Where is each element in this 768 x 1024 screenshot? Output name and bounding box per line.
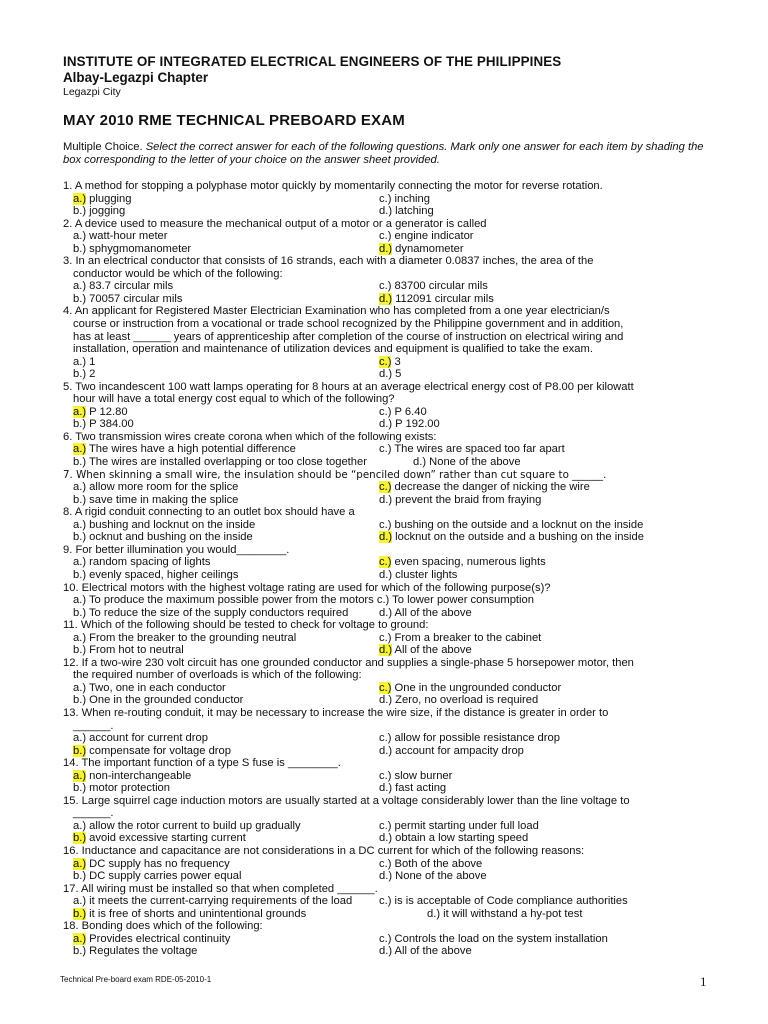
option-a: a.) 1 [73, 355, 96, 368]
question-stem: 12. If a two-wire 230 volt circuit has one grounded conductor and supplies a single-phase 5 horsepower motor, then [63, 656, 634, 669]
question-item [63, 180, 723, 218]
question-item [63, 305, 723, 380]
instructions [63, 141, 713, 167]
option-d: d.) Zero, no overload is required [379, 694, 539, 707]
option-b: b.) 2 [73, 368, 96, 381]
answer-highlight: a.) [73, 769, 87, 782]
answer-highlight: d.) [379, 242, 393, 255]
options-row [63, 745, 723, 758]
city-name: Legazpi City [63, 86, 121, 98]
question-stem: the required number of overloads is which of the following: [73, 669, 362, 682]
question-stem: hour will have a total energy cost equal to which of the following? [73, 393, 395, 406]
options-row [63, 481, 723, 494]
option-a: a.) bushing and locknut on the inside [73, 518, 256, 531]
question-stem: 9. For better illumination you would________. [63, 543, 290, 556]
answer-highlight: a.) [73, 192, 87, 205]
question-item [63, 707, 723, 757]
options-row [63, 632, 723, 645]
instructions-text: Select the correct answer for each of the following questions. Mark only one answer for each item by shading the box corresponding to the letter of your choice on the answer sheet provided. [63, 141, 704, 166]
options-row [63, 205, 723, 218]
option-d: d.) None of the above [379, 870, 487, 883]
answer-highlight: c.) [379, 556, 392, 569]
question-stem: has at least ______ years of apprenticeship after completion of the course of instruction on electrical wiring and [73, 330, 624, 343]
option-a: a.) The wires have a high potential difference [73, 443, 296, 456]
options-row [63, 870, 723, 883]
option-d: d.) it will withstand a hy-pot test [427, 907, 583, 920]
option-a: a.) allow the rotor current to build up gradually [73, 819, 301, 832]
options-row [63, 694, 723, 707]
option-c: c.) permit starting under full load [379, 819, 539, 832]
options-row [63, 682, 723, 695]
options-row [63, 456, 723, 469]
question-stem: 7. When skinning a small wire, the insulation should be “penciled down” rather than cut square to ______. [63, 468, 607, 481]
option-b: b.) The wires are installed overlapping or too close together [73, 456, 367, 469]
option-c: c.) Controls the load on the system installation [379, 932, 608, 945]
option-a: a.) From the breaker to the grounding neutral [73, 631, 297, 644]
options-row [63, 858, 723, 871]
options-row [63, 556, 723, 569]
option-b: b.) jogging [73, 205, 126, 218]
question-item [63, 845, 723, 883]
options-row [63, 644, 723, 657]
question-stem: 8. A rigid conduit connecting to an outlet box should have a [63, 506, 355, 519]
option-a: a.) account for current drop [73, 732, 208, 745]
option-a: a.) P 12.80 [73, 405, 128, 418]
answer-highlight: b.) [73, 744, 87, 757]
question-stem: 16. Inductance and capacitance are not considerations in a DC current for which of the following reasons: [63, 844, 585, 857]
question-item [63, 920, 723, 958]
options-row [63, 293, 723, 306]
question-item [63, 255, 723, 305]
option-d: d.) 5 [379, 368, 402, 381]
option-d: d.) All of the above [379, 606, 472, 619]
option-a: a.) random spacing of lights [73, 556, 211, 569]
option-a: a.) Two, one in each conductor [73, 681, 226, 694]
answer-highlight: a.) [73, 932, 87, 945]
question-stem: ______. [73, 719, 114, 732]
options-row [63, 531, 723, 544]
option-a: a.) watt-hour meter [73, 230, 168, 243]
question-stem: 10. Electrical motors with the highest voltage rating are used for which of the following purpose(s)? [63, 581, 551, 594]
answer-highlight: b.) [73, 832, 87, 845]
question-stem: 18. Bonding does which of the following: [63, 920, 263, 933]
answer-highlight: b.) [73, 907, 87, 920]
option-a: a.) To produce the maximum possible power from the motors c.) To lower power consumption [73, 594, 534, 607]
question-stem: ______. [73, 807, 114, 820]
option-a: a.) DC supply has no frequency [73, 857, 230, 870]
option-b: b.) evenly spaced, higher ceilings [73, 568, 239, 581]
option-b: b.) 70057 circular mils [73, 292, 183, 305]
question-list [63, 180, 723, 958]
option-c: c.) inching [379, 192, 430, 205]
question-stem: 5. Two incandescent 100 watt lamps operating for 8 hours at an average electrical energy cost of P8.00 per kilowatt [63, 380, 634, 393]
options-row [63, 193, 723, 206]
question-item [63, 544, 723, 582]
option-a: a.) it meets the current-carrying requirements of the load [73, 895, 353, 908]
question-item [63, 506, 723, 544]
option-d: d.) latching [379, 205, 434, 218]
answer-highlight: c.) [379, 355, 392, 368]
question-stem: 11. Which of the following should be tested to check for voltage to ground: [63, 619, 429, 632]
option-a: a.) Provides electrical continuity [73, 932, 231, 945]
question-stem: 3. In an electrical conductor that consists of 16 strands, each with a diameter 0.0837 inches, the area of the [63, 255, 594, 268]
option-a: a.) allow more room for the splice [73, 481, 239, 494]
option-d: d.) None of the above [413, 456, 521, 469]
answer-highlight: c.) [379, 681, 392, 694]
option-d: d.) fast acting [379, 782, 447, 795]
question-stem: 17. All wiring must be installed so that when completed ______. [63, 882, 378, 895]
question-stem: 1. A method for stopping a polyphase motor quickly by momentarily connecting the motor for reverse rotation. [63, 180, 603, 192]
options-row [63, 356, 723, 369]
options-row [63, 770, 723, 783]
options-row [63, 443, 723, 456]
option-b: b.) One in the grounded conductor [73, 694, 244, 707]
options-row [63, 732, 723, 745]
question-item [63, 883, 723, 921]
question-stem: 4. An applicant for Registered Master Electrician Examination who has completed from a one year electrician/s [63, 305, 610, 318]
question-stem: 6. Two transmission wires create corona when which of the following exists: [63, 430, 437, 443]
option-b: b.) avoid excessive starting current [73, 832, 246, 845]
page-number: 1 [700, 974, 707, 989]
question-item [63, 381, 723, 431]
option-d: d.) locknut on the outside and a bushing on the inside [379, 531, 644, 544]
option-b: b.) DC supply carries power equal [73, 870, 242, 883]
answer-highlight: d.) [379, 531, 393, 544]
exam-title: MAY 2010 RME TECHNICAL PREBOARD EXAM [63, 112, 405, 129]
options-row [63, 945, 723, 958]
option-d: d.) All of the above [379, 644, 472, 657]
question-item [63, 218, 723, 256]
options-row [63, 230, 723, 243]
question-stem: installation, operation and maintenance of utilization devices and equipment is qualified to take the exam. [73, 343, 593, 356]
option-c: c.) slow burner [379, 769, 453, 782]
answer-highlight: c.) [379, 481, 392, 494]
option-c: c.) engine indicator [379, 230, 474, 243]
option-b: b.) save time in making the splice [73, 493, 239, 506]
answer-highlight: a.) [73, 443, 87, 456]
option-c: c.) decrease the danger of nicking the wire [379, 481, 590, 494]
question-item [63, 657, 723, 707]
options-row [63, 782, 723, 795]
answer-highlight: d.) [379, 292, 393, 305]
options-row [63, 820, 723, 833]
question-stem: 2. A device used to measure the mechanical output of a motor or a generator is called [63, 217, 487, 230]
answer-highlight: a.) [73, 405, 87, 418]
answer-highlight: a.) [73, 857, 87, 870]
option-d: d.) dynamometer [379, 242, 464, 255]
option-c: c.) 83700 circular mils [379, 280, 488, 293]
question-item [63, 795, 723, 845]
question-item [63, 619, 723, 657]
option-b: b.) P 384.00 [73, 418, 134, 431]
options-row [63, 418, 723, 431]
option-d: d.) P 192.00 [379, 418, 440, 431]
options-row [63, 607, 723, 620]
option-c: c.) P 6.40 [379, 405, 427, 418]
option-b: b.) From hot to neutral [73, 644, 184, 657]
options-row [63, 280, 723, 293]
option-a: a.) non-interchangeable [73, 769, 192, 782]
option-d: d.) obtain a low starting speed [379, 832, 529, 845]
instructions-lead: Multiple Choice. [63, 141, 143, 153]
option-d: d.) 112091 circular mils [379, 292, 494, 305]
options-row [63, 933, 723, 946]
option-c: c.) Both of the above [379, 857, 483, 870]
options-row [63, 243, 723, 256]
option-d: d.) account for ampacity drop [379, 744, 524, 757]
question-stem: 13. When re-routing conduit, it may be necessary to increase the wire size, if the distance is greater in order to [63, 706, 609, 719]
question-item [63, 431, 723, 469]
option-b: b.) it is free of shorts and unintentional grounds [73, 907, 307, 920]
organization-name: INSTITUTE OF INTEGRATED ELECTRICAL ENGINEERS OF THE PHILIPPINES [63, 54, 562, 69]
option-c: c.) bushing on the outside and a locknut on the inside [379, 518, 644, 531]
option-d: d.) prevent the braid from fraying [379, 493, 542, 506]
options-row [63, 406, 723, 419]
options-row [63, 832, 723, 845]
options-row [63, 569, 723, 582]
chapter-name: Albay-Legazpi Chapter [63, 70, 209, 85]
options-row [63, 594, 723, 607]
option-b: b.) compensate for voltage drop [73, 744, 231, 757]
option-c: c.) even spacing, numerous lights [379, 556, 546, 569]
question-item [63, 582, 723, 620]
question-stem: 14. The important function of a type S fuse is ________. [63, 757, 341, 770]
option-b: b.) To reduce the size of the supply conductors required [73, 606, 349, 619]
question-item [63, 757, 723, 795]
option-b: b.) motor protection [73, 782, 171, 795]
options-row [63, 368, 723, 381]
footer-code: Technical Pre-board exam RDE-05-2010-1 [60, 975, 212, 984]
option-a: a.) plugging [73, 192, 132, 205]
option-b: b.) Regulates the voltage [73, 945, 198, 958]
option-a: a.) 83.7 circular mils [73, 280, 174, 293]
option-d: d.) All of the above [379, 945, 472, 958]
answer-highlight: d.) [379, 644, 393, 657]
question-item [63, 469, 723, 507]
question-stem: conductor would be which of the following: [73, 267, 283, 280]
option-c: c.) 3 [379, 355, 401, 368]
question-stem: 15. Large squirrel cage induction motors are usually started at a voltage considerably lower than the line voltage to [63, 794, 630, 807]
options-row [63, 908, 723, 921]
option-c: c.) allow for possible resistance drop [379, 732, 560, 745]
option-b: b.) sphygmomanometer [73, 242, 192, 255]
option-d: d.) cluster lights [379, 568, 458, 581]
option-c: c.) is is acceptable of Code compliance authorities [379, 895, 628, 908]
options-row [63, 895, 723, 908]
options-row [63, 519, 723, 532]
question-stem: course or instruction from a vocational or trade school recognized by the Philippine government and in addition, [73, 318, 624, 331]
option-c: c.) The wires are spaced too far apart [379, 443, 565, 456]
option-c: c.) One in the ungrounded conductor [379, 681, 562, 694]
options-row [63, 494, 723, 507]
option-b: b.) ocknut and bushing on the inside [73, 531, 253, 544]
option-c: c.) From a breaker to the cabinet [379, 631, 542, 644]
